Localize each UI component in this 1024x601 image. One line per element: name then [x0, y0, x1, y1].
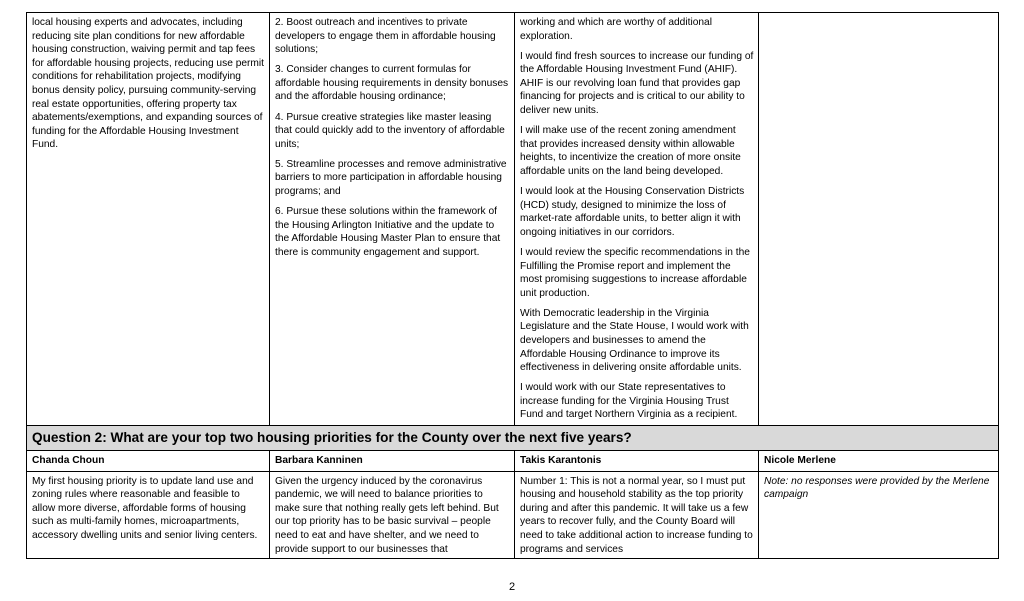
response-paragraph: working and which are worthy of additional exploration. — [520, 17, 712, 42]
response-cell-col3: Number 1: This is not a normal year, so I must put housing and household stability as the top priority during and after this pandemic. It will take us a few years to recover fully, and the County Board will need to take additional action to increase funding to programs and services — [515, 471, 759, 559]
response-paragraph: I would review the specific recommendations in the Fulfilling the Promise report and implement the most promising suggestions to increase affordable unit production. — [520, 246, 750, 299]
response-cell-col3 — [515, 13, 759, 426]
response-paragraph: 3. Consider changes to current formulas for affordable housing requirements in density bonuses and the affordable housing ordinance; — [275, 64, 509, 103]
question-header-row — [27, 426, 999, 451]
candidate-name: Chanda Choun — [27, 451, 270, 472]
response-paragraph: I would look at the Housing Conservation Districts (HCD) study, designed to minimize the loss of market-rate affordable units, to better align it with ongoing initiatives in our corridors. — [520, 186, 745, 238]
response-paragraph: 2. Boost outreach and incentives to private developers to engage them in affordable housing solutions; — [275, 17, 496, 56]
response-paragraph: I would find fresh sources to increase our funding of the Affordable Housing Investment Fund (AHIF). AHIF is our revolving loan fund that provides gap financing for projects and is critical to our ability to deliver new units. — [520, 50, 754, 117]
question2-response-row — [27, 471, 999, 559]
question-heading: Question 2: What are your top two housing priorities for the County over the next five years? — [27, 426, 999, 451]
response-paragraph: I would work with our State representatives to increase funding for the Virginia Housing Trust Fund and target Northern Virginia as a recipient. — [520, 382, 738, 421]
candidate-name: Nicole Merlene — [759, 451, 999, 472]
response-paragraph: 4. Pursue creative strategies like master leasing that could quickly add to the inventory of affordable units; — [275, 111, 505, 150]
response-cell-col4: Note: no responses were provided by the Merlene campaign — [759, 471, 999, 559]
response-cell-col2 — [270, 13, 515, 426]
candidate-name: Takis Karantonis — [515, 451, 759, 472]
response-cell-col1: My first housing priority is to update land use and zoning rules where reasonable and feasible to allow more diverse, affordable forms of housing such as multi-family homes, microapartments, accessory dwelling units and senior living centers. — [27, 471, 270, 559]
page-number: 2 — [508, 581, 516, 593]
response-paragraph: 6. Pursue these solutions within the framework of the Housing Arlington Initiative and the update to the Affordable Housing Master Plan to ensure that there is community engagement and support. — [275, 206, 501, 258]
candidate-responses-table — [26, 12, 999, 559]
response-paragraph: With Democratic leadership in the Virginia Legislature and the State House, I would work with developers and businesses to amend the Affordable Housing Ordinance to improve its effectiveness in delivering onsite affordable units. — [520, 307, 749, 374]
response-paragraph: 5. Streamline processes and remove administrative barriers to more participation in affordable housing programs; and — [275, 158, 507, 198]
response-cell-col4 — [759, 13, 999, 426]
candidate-name: Barbara Kanninen — [270, 451, 515, 472]
response-cell-col1 — [27, 13, 270, 426]
response-paragraph: I will make use of the recent zoning amendment that provides increased density within allowable heights, to incentivize the creation of more onsite affordable units on the land being developed. — [520, 125, 741, 177]
candidate-name-row — [27, 451, 999, 472]
response-cell-col2: Given the urgency induced by the coronavirus pandemic, we will need to balance priorities to make sure that nothing really gets left behind. But our top priority has to be basic survival – people need to eat and have shelter, and we need to provide support to our businesses that — [270, 471, 515, 559]
question1-response-row — [27, 13, 999, 426]
response-paragraph: local housing experts and advocates, including reducing site plan conditions for new affordable housing construction, waiving permit and tap fees for affordable housing projects, reducing use permit conditions for rehabilitation projects, modifying bonus density policy, pursuing community-serving real estate opportunities, offering property tax abatements/exemptions, and expanding sources of funding for the Affordable Housing Investment Fund. — [32, 17, 264, 151]
